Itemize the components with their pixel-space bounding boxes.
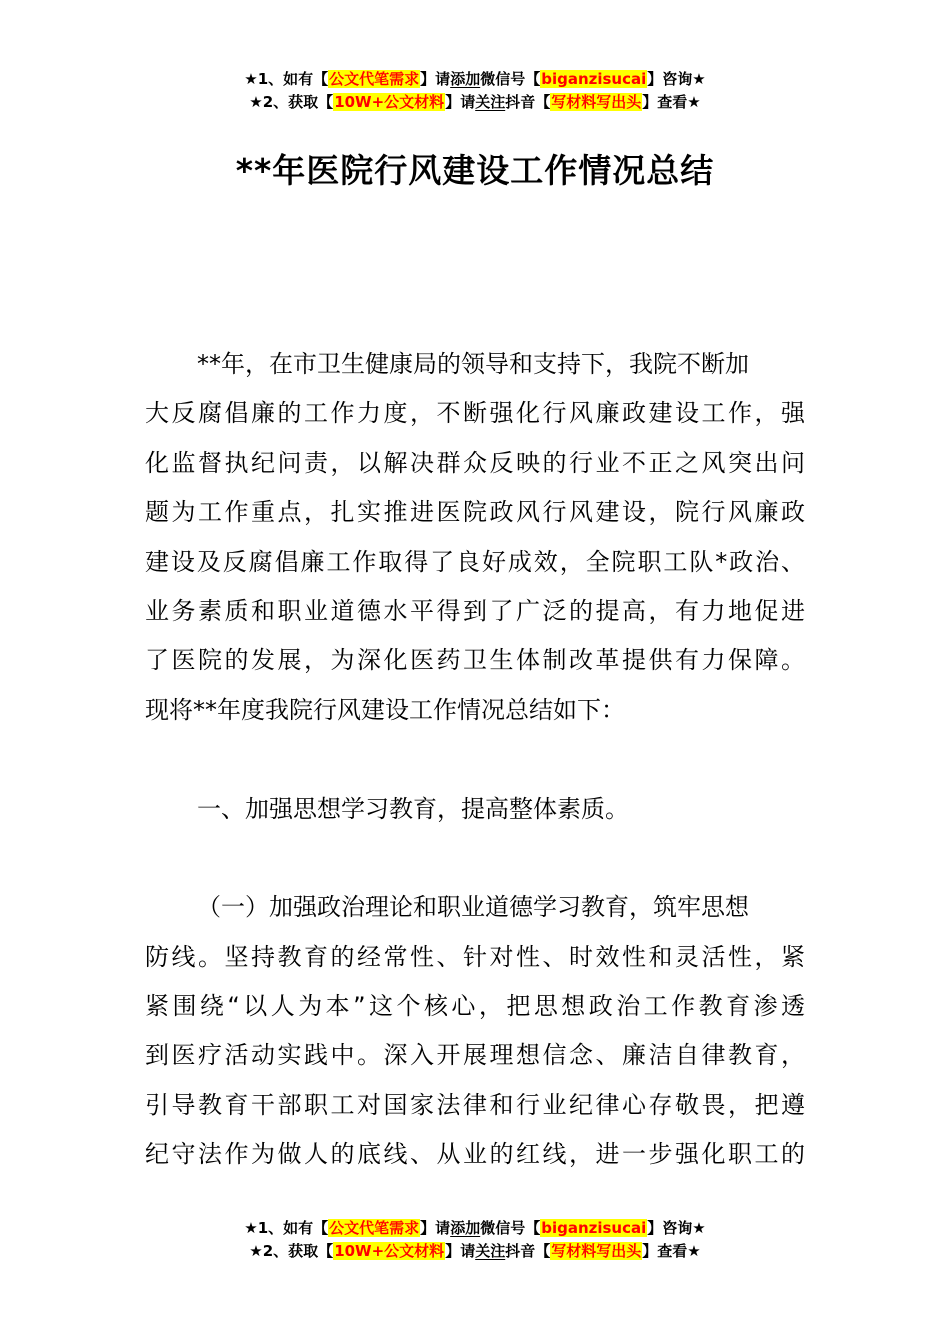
paragraph-line: （一）加强政治理论和职业道德学习教育，筑牢思想 — [197, 893, 749, 922]
paragraph-line: 防线。坚持教育的经常性、针对性、时效性和灵活性，紧 — [145, 942, 805, 971]
paragraph-line: 纪守法作为做人的底线、从业的红线，进一步强化职工的 — [145, 1140, 805, 1169]
paragraph-line: 到医疗活动实践中。深入开展理想信念、廉洁自律教育， — [145, 1041, 805, 1070]
paragraph-line: 了医院的发展，为深化医药卫生体制改革提供有力保障。 — [145, 646, 805, 675]
banner-line-1: ★1、如有【公文代笔需求】请添加微信号【biganzisucai】咨询★ — [244, 70, 706, 88]
banner-line-2: ★2、获取【10W+公文材料】请关注抖音【写材料写出头】查看★ — [249, 93, 701, 111]
highlight-text: 公文代笔需求 — [329, 70, 420, 88]
banner-line-2: ★2、获取【10W+公文材料】请关注抖音【写材料写出头】查看★ — [249, 1242, 701, 1260]
paragraph-line: 现将**年度我院行风建设工作情况总结如下： — [145, 695, 625, 724]
highlight-text: biganzisucai — [541, 70, 647, 88]
paragraph-line: 引导教育干部职工对国家法律和行业纪律心存敬畏，把遵 — [145, 1090, 805, 1119]
footer-banner — [0, 1217, 950, 1263]
paragraph-line: 建设及反腐倡廉工作取得了良好成效，全院职工队*政治、 — [145, 547, 805, 576]
paragraph-line: 业务素质和职业道德水平得到了广泛的提高，有力地促进 — [145, 596, 805, 625]
document-body — [145, 340, 805, 1180]
paragraph-line: **年，在市卫生健康局的领导和支持下，我院不断加 — [197, 350, 749, 378]
paragraph-line: 化监督执纪问责，以解决群众反映的行业不正之风突出问 — [145, 448, 805, 477]
highlight-text: 公文代笔需求 — [329, 1219, 420, 1237]
highlight-text: 写材料写出头 — [551, 93, 642, 111]
paragraph-line: 紧围绕“以人为本”这个核心，把思想政治工作教育渗透 — [145, 992, 805, 1021]
section-heading: 一、加强思想学习教育，提高整体素质。 — [197, 794, 629, 823]
highlight-text: biganzisucai — [541, 1219, 647, 1237]
header-banner — [0, 68, 950, 114]
page-title: **年医院行风建设工作情况总结 — [235, 151, 715, 190]
highlight-text: 写材料写出头 — [551, 1242, 642, 1260]
banner-line-1: ★1、如有【公文代笔需求】请添加微信号【biganzisucai】咨询★ — [244, 1219, 706, 1237]
paragraph-line: 大反腐倡廉的工作力度，不断强化行风廉政建设工作，强 — [145, 399, 805, 428]
paragraph-line: 题为工作重点，扎实推进医院政风行风建设，院行风廉政 — [145, 498, 805, 527]
highlight-text: 10W+公文材料 — [334, 1242, 445, 1260]
highlight-text: 10W+公文材料 — [334, 93, 445, 111]
